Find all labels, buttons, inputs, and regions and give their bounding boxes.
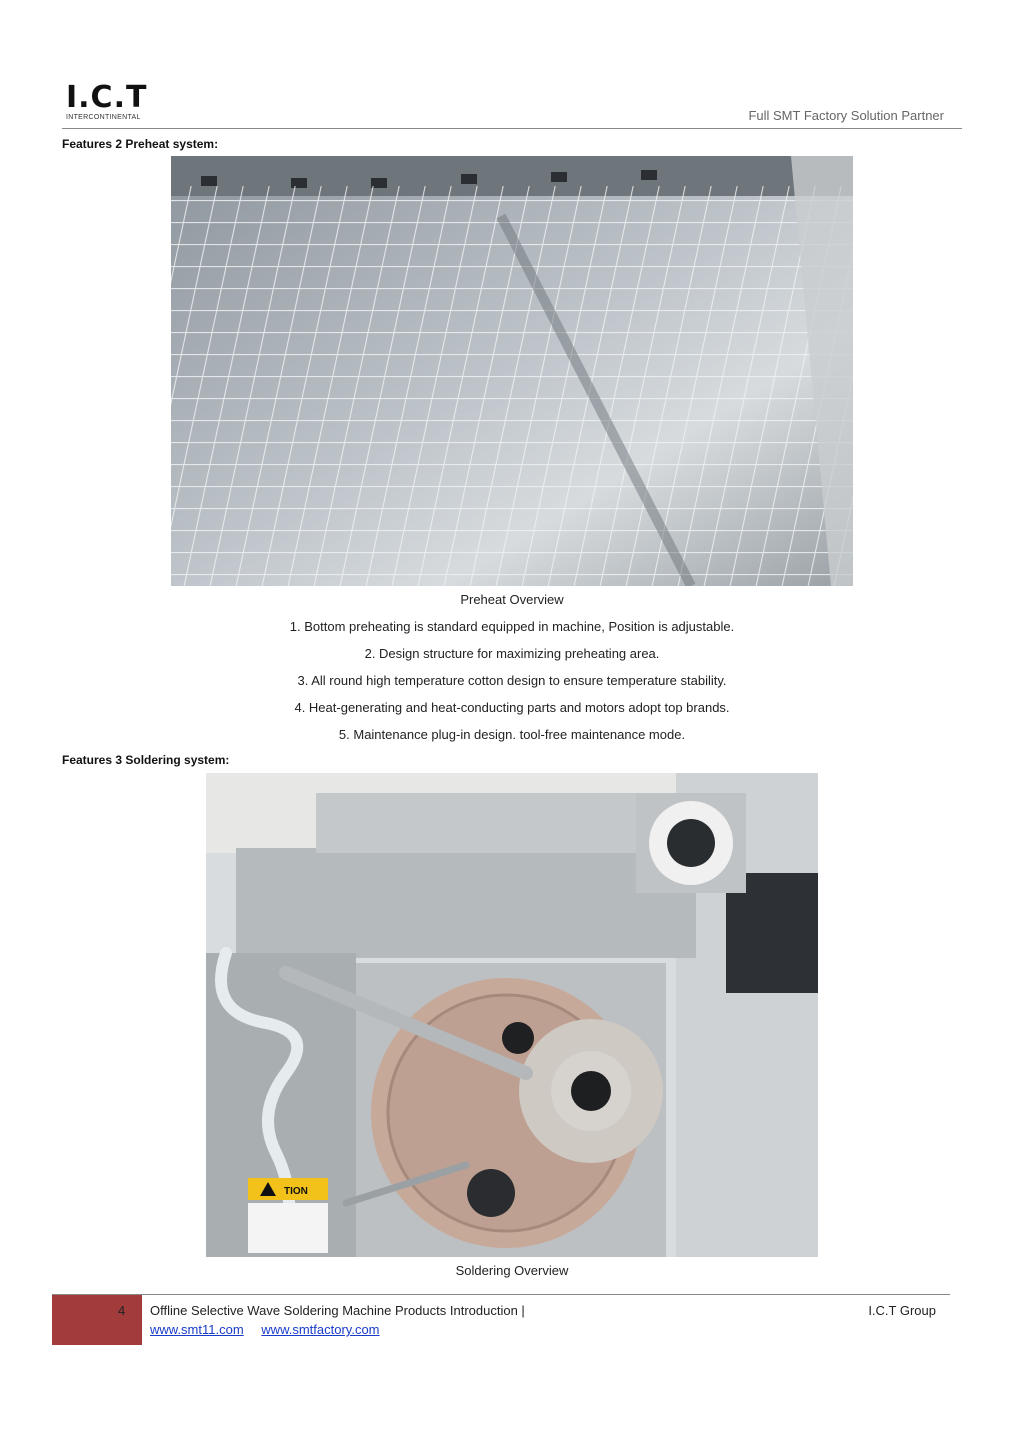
header-divider [62,128,962,129]
logo-mark [66,80,148,115]
company-logo [66,80,156,124]
preheat-point-1: 1. Bottom preheating is standard equipped in machine, Position is adjustable. [289,619,735,634]
preheat-point-3: 3. All round high temperature cotton design to ensure temperature stability. [297,673,727,688]
soldering-caption: Soldering Overview [455,1263,569,1278]
footer-color-block [52,1295,142,1345]
header-tagline: Full SMT Factory Solution Partner [748,108,944,123]
footer-link-smt11[interactable]: www.smt11.com [150,1322,244,1337]
page-number: 4 [118,1303,126,1318]
preheat-point-4: 4. Heat-generating and heat-conducting parts and motors adopt top brands. [294,700,730,715]
footer-links [150,1322,394,1337]
footer-link-smtfactory[interactable]: www.smtfactory.com [261,1322,380,1337]
logo-subtext: INTERCONTINENTAL [66,114,141,121]
logo-text: I.C.T [66,80,148,115]
preheat-caption: Preheat Overview [460,592,564,607]
warning-sticker-text: TION [284,1186,308,1197]
footer-title: Offline Selective Wave Soldering Machine Products Introduction | [150,1303,525,1318]
footer-company: I.C.T Group [868,1303,936,1318]
soldering-photo [206,773,818,1257]
soldering-section-title: Features 3 Soldering system: [62,753,230,767]
preheat-section-title: Features 2 Preheat system: [62,137,219,151]
preheat-point-2: 2. Design structure for maximizing preheating area. [364,646,660,661]
footer-divider [52,1294,950,1295]
preheat-photo [171,156,853,586]
preheat-point-5: 5. Maintenance plug-in design. tool-free maintenance mode. [338,727,686,742]
